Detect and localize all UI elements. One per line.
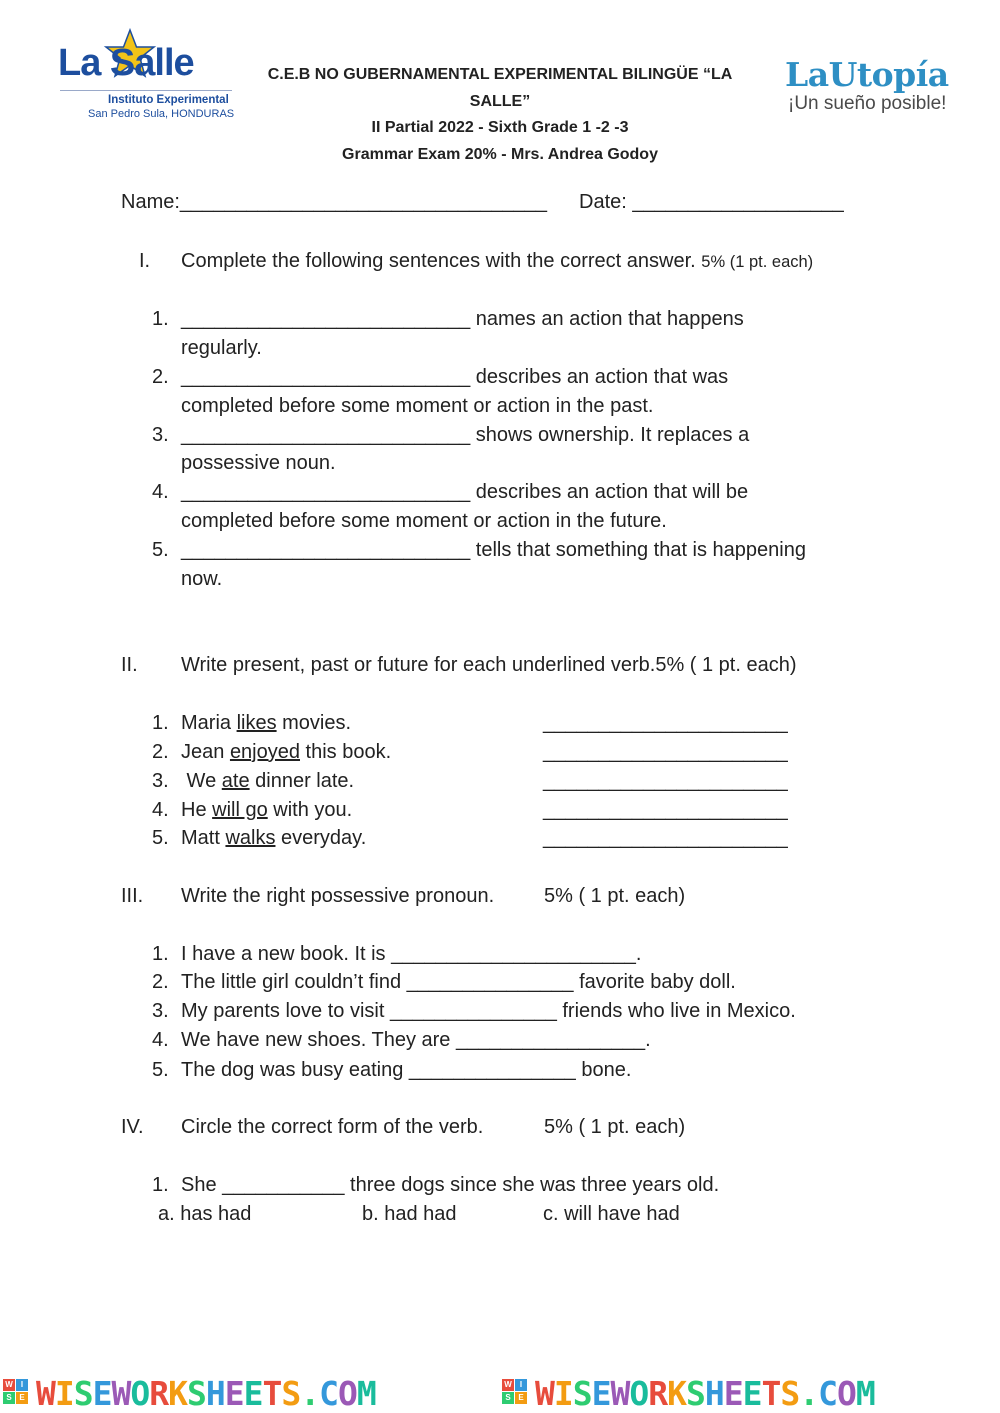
s3-item-4-num: 4.	[152, 1029, 169, 1051]
brand-letter: S	[187, 1374, 206, 1413]
s2-item-1-pre: Maria	[181, 712, 237, 734]
underlined-verb: likes	[236, 712, 277, 734]
answer-blank[interactable]: ______________________	[543, 712, 788, 734]
section-3-points: 5% ( 1 pt. each)	[544, 885, 686, 907]
s1-item-1-num: 1.	[152, 308, 169, 330]
brand-letter: S	[686, 1374, 705, 1413]
s2-item-2-post: this book.	[300, 741, 392, 763]
section-2-numeral: II.	[121, 654, 138, 676]
brand-logo-icon: W I S E	[502, 1379, 529, 1406]
brand-letter: E	[243, 1374, 263, 1413]
underlined-verb: walks	[225, 827, 276, 849]
option-b[interactable]: b. had had	[362, 1203, 457, 1225]
s4-item-1[interactable]: She ___________ three dogs since she was three years old.	[181, 1174, 720, 1196]
answer-blank[interactable]: __________________________	[181, 424, 471, 446]
brand-letter: O	[338, 1374, 357, 1413]
s1-item-4-cont: completed before some moment or action in the future.	[181, 510, 667, 532]
answer-blank[interactable]: ______________________	[543, 770, 788, 792]
s2-item-4-post: with you.	[267, 799, 353, 821]
s1-item-5-num: 5.	[152, 539, 169, 561]
logo-subtitle: Instituto Experimental	[108, 94, 229, 106]
underlined-verb: enjoyed	[229, 741, 300, 763]
la-salle-logo	[58, 28, 238, 128]
brand-letter: S	[780, 1374, 800, 1413]
section-1-numeral: I.	[139, 250, 151, 272]
s2-item-1-post: movies.	[276, 712, 352, 734]
s1-item-2	[181, 365, 728, 389]
brand-letter: T	[262, 1374, 282, 1413]
s1-item-3	[181, 423, 749, 447]
s2-item-2-num: 2.	[152, 741, 169, 763]
s3-item-5-num: 5.	[152, 1059, 169, 1081]
s1-item-3-text: shows ownership. It replaces a	[475, 424, 750, 446]
brand-text	[36, 1374, 376, 1413]
s1-item-1	[181, 307, 744, 331]
s1-item-5-cont: now.	[181, 568, 223, 590]
s2-item-5-num: 5.	[152, 827, 169, 849]
brand-text	[535, 1374, 875, 1413]
option-a[interactable]: a. has had	[158, 1203, 252, 1225]
s2-item-2-pre: Jean	[181, 741, 230, 763]
brand-letter: K	[667, 1374, 686, 1413]
section-1-instruction-text: Complete the following sentences with the correct answer.	[181, 250, 696, 272]
footer-watermark	[0, 1376, 1000, 1413]
la-utopia-logo	[785, 55, 985, 115]
s2-item-2	[181, 740, 391, 764]
exam-header	[240, 62, 760, 168]
s2-item-5-pre: Matt	[181, 827, 226, 849]
section-3-instruction: Write the right possessive pronoun.	[181, 885, 495, 907]
brand-letter: R	[648, 1374, 668, 1413]
brand-letter: W	[610, 1374, 630, 1413]
brand-letter: W	[111, 1374, 131, 1413]
s1-item-4-text: describes an action that will be	[475, 481, 749, 503]
brand-letter: M	[356, 1374, 376, 1413]
brand-letter: S	[281, 1374, 301, 1413]
brand-letter: E	[591, 1374, 611, 1413]
logo-name-text: La Salle	[58, 42, 194, 84]
underlined-verb: ate	[221, 770, 250, 792]
brand-letter: W	[36, 1374, 55, 1413]
s1-item-3-cont: possessive noun.	[181, 452, 336, 474]
s3-item-3[interactable]: My parents love to visit _______________ friends who live in Mexico.	[181, 1000, 796, 1022]
answer-blank[interactable]: __________________________	[181, 539, 471, 561]
brand-logo-icon: W I S E	[3, 1379, 30, 1406]
s1-item-5-text: tells that something that is happening	[475, 539, 806, 561]
brand-letter: O	[837, 1374, 856, 1413]
s1-item-1-cont: regularly.	[181, 337, 262, 359]
section-4-numeral: IV.	[121, 1116, 144, 1138]
s1-item-4-num: 4.	[152, 481, 169, 503]
s1-item-2-cont: completed before some moment or action in the past.	[181, 395, 654, 417]
brand-letter: C	[319, 1374, 338, 1413]
s1-item-3-num: 3.	[152, 424, 169, 446]
s3-item-5[interactable]: The dog was busy eating _______________ bone.	[181, 1059, 632, 1081]
brand-letter: O	[130, 1374, 150, 1413]
section-1-points: 5% (1 pt. each)	[701, 253, 814, 271]
s2-item-3-pre: We	[181, 770, 222, 792]
brand-letter: E	[224, 1374, 244, 1413]
s3-item-2-num: 2.	[152, 971, 169, 993]
s2-item-1	[181, 711, 351, 735]
s4-item-1-num: 1.	[152, 1174, 169, 1196]
s3-item-1[interactable]: I have a new book. It is ______________________.	[181, 943, 642, 965]
brand-letter: T	[761, 1374, 781, 1413]
s3-item-1-num: 1.	[152, 943, 169, 965]
utopia-name: LaUtopía	[785, 55, 949, 94]
s2-item-1-num: 1.	[152, 712, 169, 734]
brand-letter: E	[92, 1374, 112, 1413]
logo-divider	[60, 90, 232, 91]
s2-item-4-pre: He	[181, 799, 213, 821]
brand-letter: H	[704, 1374, 724, 1413]
section-2-instruction: Write present, past or future for each underlined verb.5% ( 1 pt. each)	[181, 654, 797, 676]
answer-blank[interactable]: ______________________	[543, 827, 788, 849]
s1-item-2-text: describes an action that was	[475, 366, 729, 388]
section-1-instruction	[181, 249, 813, 274]
s2-item-3-num: 3.	[152, 770, 169, 792]
answer-blank[interactable]: ______________________	[543, 741, 788, 763]
brand-letter: H	[205, 1374, 225, 1413]
brand-letter: K	[168, 1374, 187, 1413]
s1-item-2-num: 2.	[152, 366, 169, 388]
brand-2	[502, 1374, 875, 1413]
s2-item-4-num: 4.	[152, 799, 169, 821]
exam-title: Grammar Exam 20% - Mrs. Andrea Godoy	[342, 145, 658, 163]
partial-info: II Partial 2022 - Sixth Grade 1 -2 -3	[371, 119, 629, 136]
option-c[interactable]: c. will have had	[543, 1203, 680, 1225]
section-3-numeral: III.	[121, 885, 144, 907]
answer-blank[interactable]: __________________________	[181, 481, 471, 503]
brand-letter: I	[54, 1374, 74, 1413]
brand-letter: .	[799, 1374, 819, 1413]
s1-item-5	[181, 538, 806, 562]
brand-letter: I	[553, 1374, 573, 1413]
name-field[interactable]: Name:_________________________________	[121, 191, 547, 213]
brand-letter: .	[300, 1374, 320, 1413]
s1-item-4	[181, 480, 748, 504]
brand-1	[3, 1374, 376, 1413]
s2-item-3-post: dinner late.	[249, 770, 355, 792]
s1-item-1-text: names an action that happens	[475, 308, 744, 330]
brand-letter: C	[818, 1374, 837, 1413]
brand-letter: S	[572, 1374, 592, 1413]
s3-item-2[interactable]: The little girl couldn’t find _______________ favorite baby doll.	[181, 971, 736, 993]
answer-blank[interactable]: __________________________	[181, 308, 471, 330]
brand-letter: W	[535, 1374, 554, 1413]
brand-letter: R	[149, 1374, 169, 1413]
brand-letter: M	[855, 1374, 875, 1413]
section-4-instruction: Circle the correct form of the verb.	[181, 1116, 484, 1138]
s2-item-5	[181, 826, 366, 850]
date-field[interactable]: Date: ___________________	[579, 191, 844, 213]
brand-letter: O	[629, 1374, 649, 1413]
section-4-points: 5% ( 1 pt. each)	[544, 1116, 686, 1138]
brand-letter: S	[73, 1374, 93, 1413]
utopia-tagline: ¡Un sueño posible!	[788, 93, 947, 114]
logo-location: San Pedro Sula, HONDURAS	[88, 108, 235, 120]
brand-letter: E	[742, 1374, 762, 1413]
brand-letter: E	[723, 1374, 743, 1413]
answer-blank[interactable]: __________________________	[181, 366, 471, 388]
s3-item-3-num: 3.	[152, 1000, 169, 1022]
school-name: C.E.B NO GUBERNAMENTAL EXPERIMENTAL BILINGÜE “LA SALLE”	[267, 66, 733, 110]
s2-item-5-post: everyday.	[275, 827, 367, 849]
underlined-verb: will go	[212, 799, 268, 821]
s2-item-3	[181, 769, 354, 793]
s3-item-4[interactable]: We have new shoes. They are _________________.	[181, 1029, 651, 1051]
answer-blank[interactable]: ______________________	[543, 799, 788, 821]
s2-item-4	[181, 798, 352, 822]
